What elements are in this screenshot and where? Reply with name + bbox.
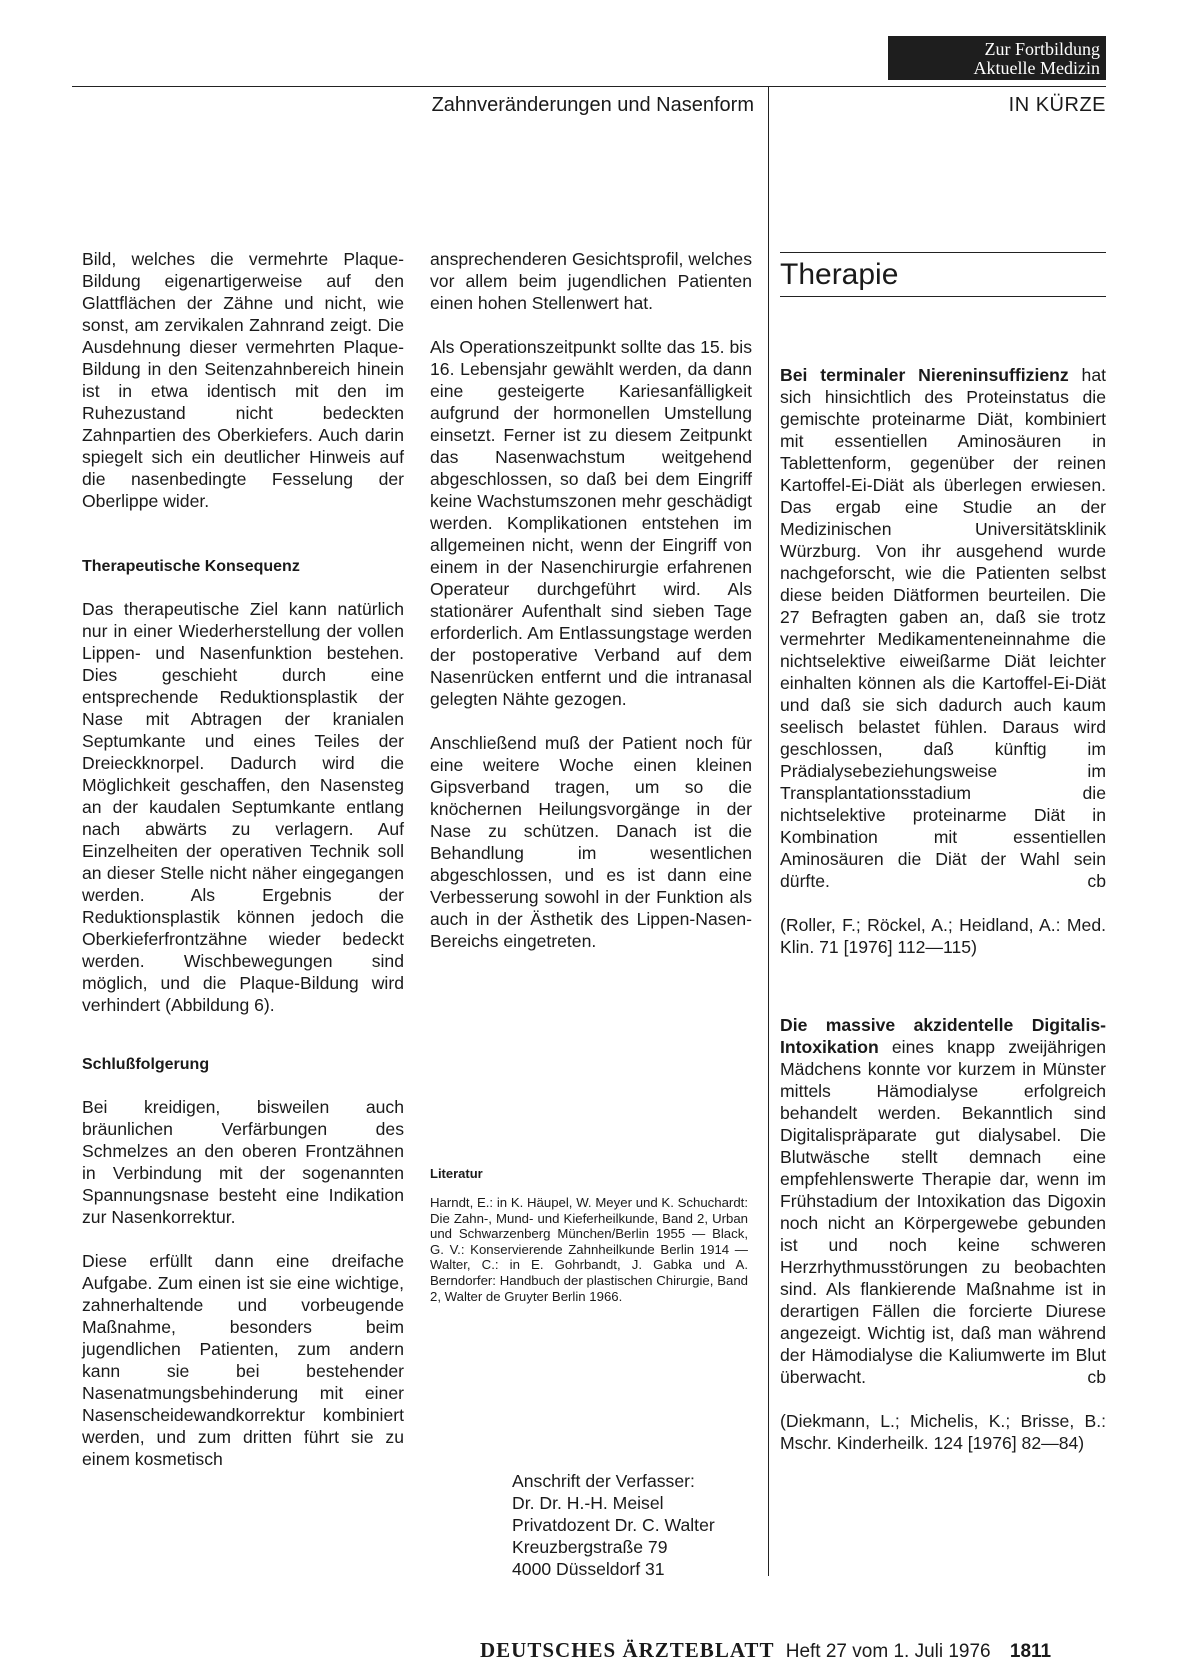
paragraph: Anschließend muß der Patient noch für eine weitere Woche einen kleinen Gipsverband tragen, um so die knöchernen Heilungsvorgänge in der Nase zu schützen. Danach ist die Behandlung im wesentlichen abgeschlossen, und es ist dann eine Verbesserung sowohl in der Funktion als auch in der Ästhetik des Lippen-Nasen-Bereichs eingetreten.: [430, 733, 752, 951]
news-reference: (Diekmann, L.; Michelis, K.; Brisse, B.: Mschr. Kinderheilk. 124 [1976] 82—84): [780, 1411, 1106, 1453]
section-rule-bottom: [780, 296, 1106, 297]
news-item: [780, 1014, 1106, 1388]
news-reference: (Roller, F.; Röckel, A.; Heidland, A.: Med. Klin. 71 [1976] 112—115): [780, 915, 1106, 957]
author-initials: cb: [1087, 871, 1106, 891]
author-initials: cb: [1087, 1367, 1106, 1387]
header-rule: [72, 86, 1106, 87]
section-heading: Schlußfolgerung: [82, 1056, 210, 1073]
column-divider: [768, 86, 769, 1576]
news-lead: Die massive akzidentelle Digitalis-Intoxikation: [780, 1015, 1106, 1057]
news-text: hat sich hinsichtlich des Proteinstatus die gemischte proteinarme Diät, kombiniert mit essentiellen Aminosäuren in Tablettenform, gegenüber der reinen Kartoffel-Ei-Diät als überlegen erwiesen. Das ergab eine Studie an der Medizinischen Universitätsklinik Würzburg. Von ihr ausgehend wurde nachgeforscht, wie die Patienten selbst diese beiden Diätformen beurteilen. Die 27 Befragten gaben an, daß sie trotz vermehrter Medikamenteneinnahme die nichtselektive eiweißarme Diät leichter einhalten können als die Kartoffel-Ei-Diät und daß sie sich dadurch auch kaum seelisch belastet fühlen. Daraus wird geschlossen, daß künftig im Prädialysebeziehungsweise im Transplantationsstadium die nichtselektive proteinarme Diät in Kombination mit essentiellen Aminosäuren die Diät der Wahl sein dürfte.: [780, 365, 1106, 891]
badge-line-2: Aktuelle Medizin: [973, 58, 1100, 78]
section-title: Therapie: [780, 258, 899, 291]
column-3: [780, 364, 1106, 1476]
section-heading: Therapeutische Konsequenz: [82, 558, 300, 575]
paragraph: Als Operationszeitpunkt sollte das 15. bis 16. Lebensjahr gewählt werden, da dann eine gesteigerte Kariesanfälligkeit aufgrund der hormonellen Umstellung einsetzt. Ferner ist zu diesem Zeitpunkt das Nasenwachstum weitgehend abgeschlossen, so daß bei dem Eingriff keine Wachstumszonen mehr geschädigt werden. Komplikationen entstehen im allgemeinen nicht, wenn der Eingriff von einem in der Nasenchirurgie erfahrenen Operateur durchgeführt wird. Als stationärer Aufenthalt sind sieben Tage erforderlich. Am Entlassungstage werden der postoperative Verband auf dem Nasenrücken entfernt und die intranasal gelegten Nähte gezogen.: [430, 337, 752, 709]
running-title-right: IN KÜRZE: [1008, 94, 1106, 116]
paragraph: Diese erfüllt dann eine dreifache Aufgabe. Zum einen ist sie eine wichtige, zahnerhaltende und vorbeugende Maßnahme, besonders beim jugendlichen Patienten, zum andern kann sie bei bestehender Nasenatmungsbehinderung mit einer Nasenscheidewandkorrektur kombiniert werden, und zum dritten führt sie zu einem kosmetisch: [82, 1251, 404, 1469]
paragraph: ansprechenderen Gesichtsprofil, welches vor allem beim jugendlichen Patienten einen hohen Stellenwert hat.: [430, 249, 752, 313]
section-badge: [888, 36, 1106, 80]
address-line: Kreuzbergstraße 79: [512, 1537, 668, 1557]
running-title: Zahnveränderungen und Nasenform: [431, 94, 754, 116]
address-line: Dr. Dr. H.-H. Meisel: [512, 1493, 664, 1513]
paragraph: Das therapeutische Ziel kann natürlich nur in einer Wiederherstellung der vollen Lippen- und Nasenfunktion bestehen. Dies geschieht durch eine entsprechende Reduktionsplastik der Nase mit Abtragen der kranialen Septumkante und eines Teiles der Dreieckknorpel. Dadurch wird die Möglichkeit geschaffen, den Nasensteg an der kaudalen Septumkante entlang nach abwärts zu verlagern. Auf Einzelheiten der operativen Technik soll an dieser Stelle nicht näher eingegangen werden. Als Ergebnis der Reduktionsplastik können jedoch die Oberkieferfrontzähne wieder bedeckt werden. Wischbewegungen sind möglich, und die Plaque-Bildung wird verhindert (Abbildung 6).: [82, 599, 404, 1015]
paragraph: Bild, welches die vermehrte Plaque-Bildung eigenartigerweise auf den Glattflächen der Zähne und nicht, wie sonst, am zervikalen Zahnrand zeigt. Die Ausdehnung dieser vermehrten Plaque-Bildung in den Seitenzahnbereich hinein ist in etwa identisch mit den im Ruhezustand nicht bedeckten Zahnpartien des Oberkiefers. Auch darin spiegelt sich ein deutlicher Hinweis auf die nasenbedingte Fesselung der Oberlippe wider.: [82, 249, 404, 511]
author-address: [512, 1470, 715, 1580]
address-line: Privatdozent Dr. C. Walter: [512, 1515, 715, 1535]
badge-line-1: Zur Fortbildung: [984, 39, 1100, 59]
news-item: [780, 364, 1106, 892]
news-text: eines knapp zweijährigen Mädchens konnte vor kurzem in Münster mittels Hämodialyse erfolgreich behandelt werden. Bekanntlich sind Digitalispräparate gut dialysabel. Die Blutwäsche stellt demnach eine empfehlenswerte Therapie dar, wenn im Frühstadium der Intoxikation das Digoxin noch nicht an Körpergewebe gebunden ist und noch keine schweren Herzrhythmusstörungen zu beobachten sind. Als flankierende Maßnahme ist in derartigen Fällen die forcierte Diurese angezeigt. Wichtig ist, daß man während der Hämodialyse die Kaliumwerte im Blut überwacht.: [780, 1037, 1106, 1387]
issue-info: Heft 27 vom 1. Juli 1976: [785, 1641, 991, 1662]
references-text: Harndt, E.: in K. Häupel, W. Meyer und K. Schuchardt: Die Zahn-, Mund- und Kieferheilkunde, Band 2, Urban und Schwarzenberg München/Berlin 1955 — Black, G. V.: Konservierende Zahnheilkunde Berlin 1914 — Walter, C.: in E. Gohrbandt, J. Gabka und A. Berndorfer: Handbuch der plastischen Chirurgie, Band 2, Walter de Gruyter Berlin 1966.: [430, 1195, 748, 1304]
address-line: 4000 Düsseldorf 31: [512, 1559, 665, 1579]
paragraph: Bei kreidigen, bisweilen auch bräunlichen Verfärbungen des Schmelzes an den oberen Frontzähnen in Verbindung mit der sogenannten Spannungsnase besteht eine Indikation zur Nasenkorrektur.: [82, 1097, 404, 1227]
news-lead: Bei terminaler Niereninsuffizienz: [780, 365, 1069, 385]
page-number: 1811: [1009, 1641, 1052, 1662]
column-1: [82, 248, 404, 1492]
address-line: Anschrift der Verfasser:: [512, 1471, 695, 1491]
section-rule-top: [780, 252, 1106, 253]
magazine-name: DEUTSCHES ÄRZTEBLATT: [480, 1638, 775, 1662]
column-2: [430, 248, 752, 974]
references-heading: Literatur: [430, 1166, 483, 1181]
page-footer: [480, 1638, 1106, 1663]
